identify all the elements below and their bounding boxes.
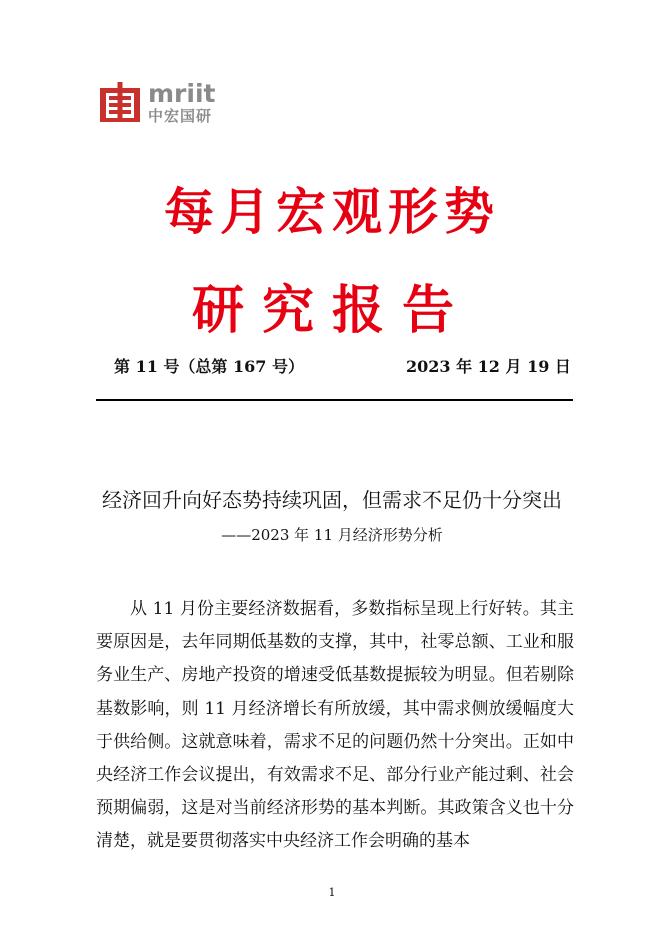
logo-name-chinese: 中宏国研 [148, 106, 213, 125]
body-paragraph: 从 11 月份主要经济数据看，多数指标呈现上行好转。其主要原因是，去年同期低基数的支撑，其中，社零总额、工业和服务业生产、房地产投资的增速受低基数提振较为明显。但若剔除基数影响，则 11 月经济增长有所放缓，其中需求侧放缓幅度大于供给侧。这就意味着，需求不足的问题仍然十分突出。正如中央经济工作会议提出，有效需求不足、部分行业产能过剩、社会预期偏弱，这是对当前经济形势的基本判断。其政策含义也十分清楚，就是要贯彻落实中央经济工作会明确的基本 [96, 599, 574, 852]
header-divider [96, 399, 573, 401]
article-body [96, 593, 574, 859]
company-logo [98, 78, 215, 126]
report-title-line-1: 每月宏观形势 [164, 183, 500, 241]
issue-date: 2023 年 12 月 19 日 [406, 357, 571, 376]
article-subheadline: ——2023 年 11 月经济形势分析 [221, 526, 443, 544]
logo-name-english: mriit [148, 78, 216, 108]
issue-number: 第 11 号（总第 167 号） [114, 357, 304, 376]
page-number: 1 [328, 886, 336, 899]
article-headline: 经济回升向好态势持续巩固，但需求不足仍十分突出 [102, 488, 562, 512]
mriit-logo-icon [98, 80, 142, 124]
report-title-line-2: 研究报告 [191, 281, 472, 341]
